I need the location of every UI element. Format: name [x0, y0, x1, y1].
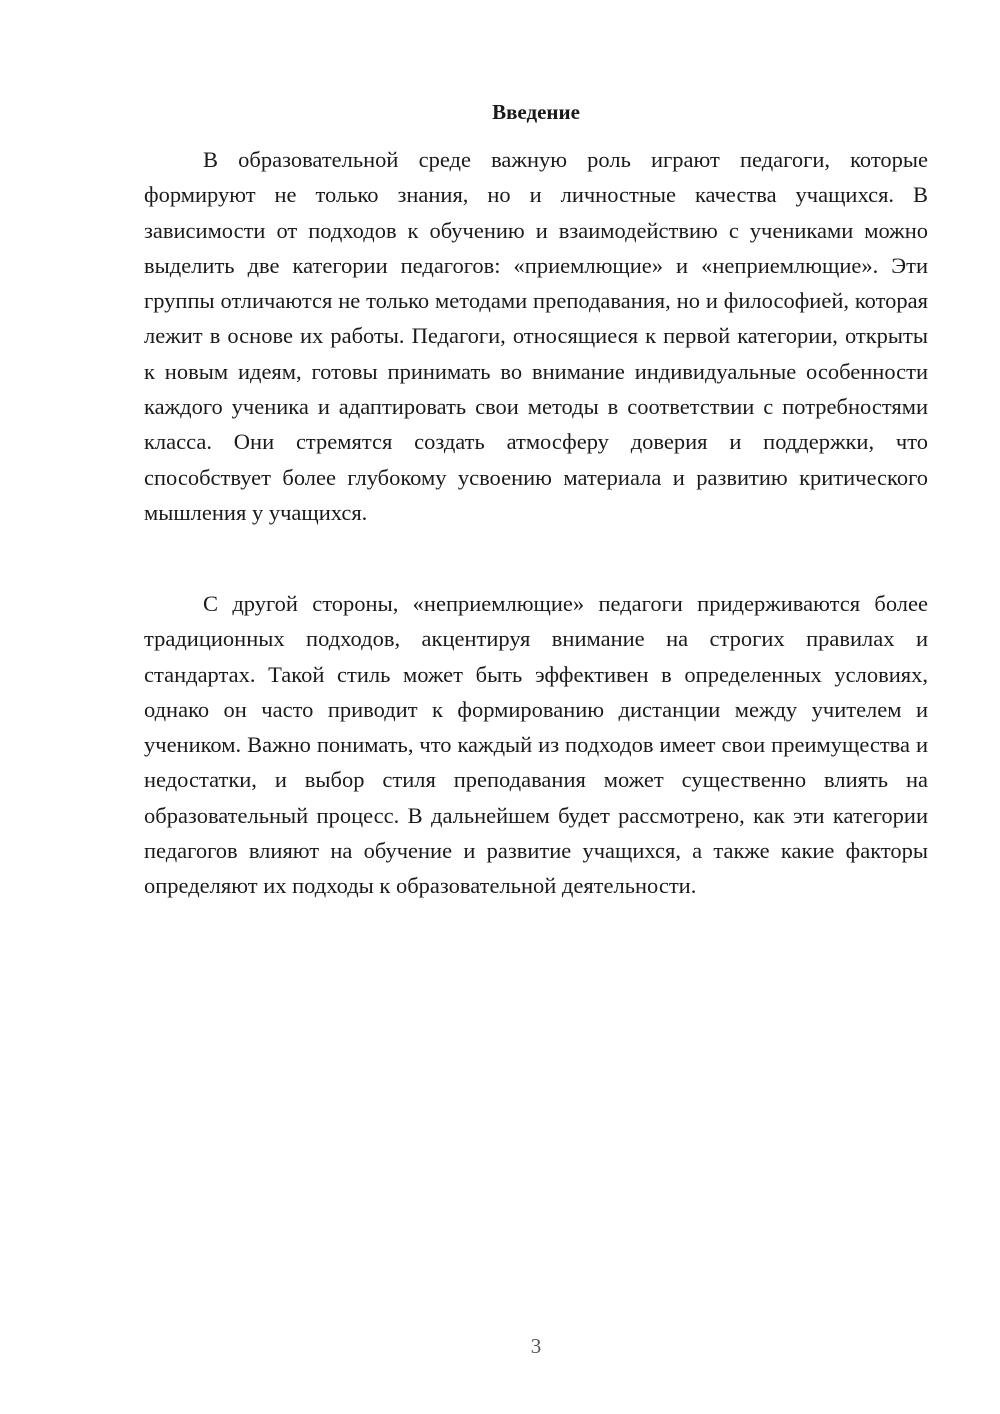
paragraph-2: С другой стороны, «неприемлющие» педагоги придерживаются более традиционных подходов, акцентируя внимание на строгих правилах и стандартах. Такой стиль может быть эффективен в определенных условиях, однако он часто приводит к формированию дистанции между учителем и учеником. Важно понимать, что каждый из подходов имеет свои преимущества и недостатки, и выбор стиля преподавания может существенно влиять на образовательный процесс. В дальнейшем будет рассмотрено, как эти категории педагогов влияют на обучение и развитие учащихся, а также какие факторы определяют их подходы к образовательной деятельности. — [144, 591, 928, 899]
page-title: Введение — [492, 100, 580, 124]
paragraph-1: В образовательной среде важную роль играют педагоги, которые формируют не только знания, но и личностные качества учащихся. В зависимости от подходов к обучению и взаимодействию с учениками можно выделить две категории педагогов: «приемлющие» и «неприемлющие». Эти группы отличаются не только методами преподавания, но и философией, которая лежит в основе их работы. Педагоги, относящиеся к первой категории, открыты к новым идеям, готовы принимать во внимание индивидуальные особенности каждого ученика и адаптировать свои методы в соответствии с потребностями класса. Они стремятся создать атмосферу доверия и поддержки, что способствует более глубокому усвоению материала и развитию критического мышления у учащихся. — [144, 147, 928, 525]
page-number: 3 — [530, 1334, 542, 1358]
